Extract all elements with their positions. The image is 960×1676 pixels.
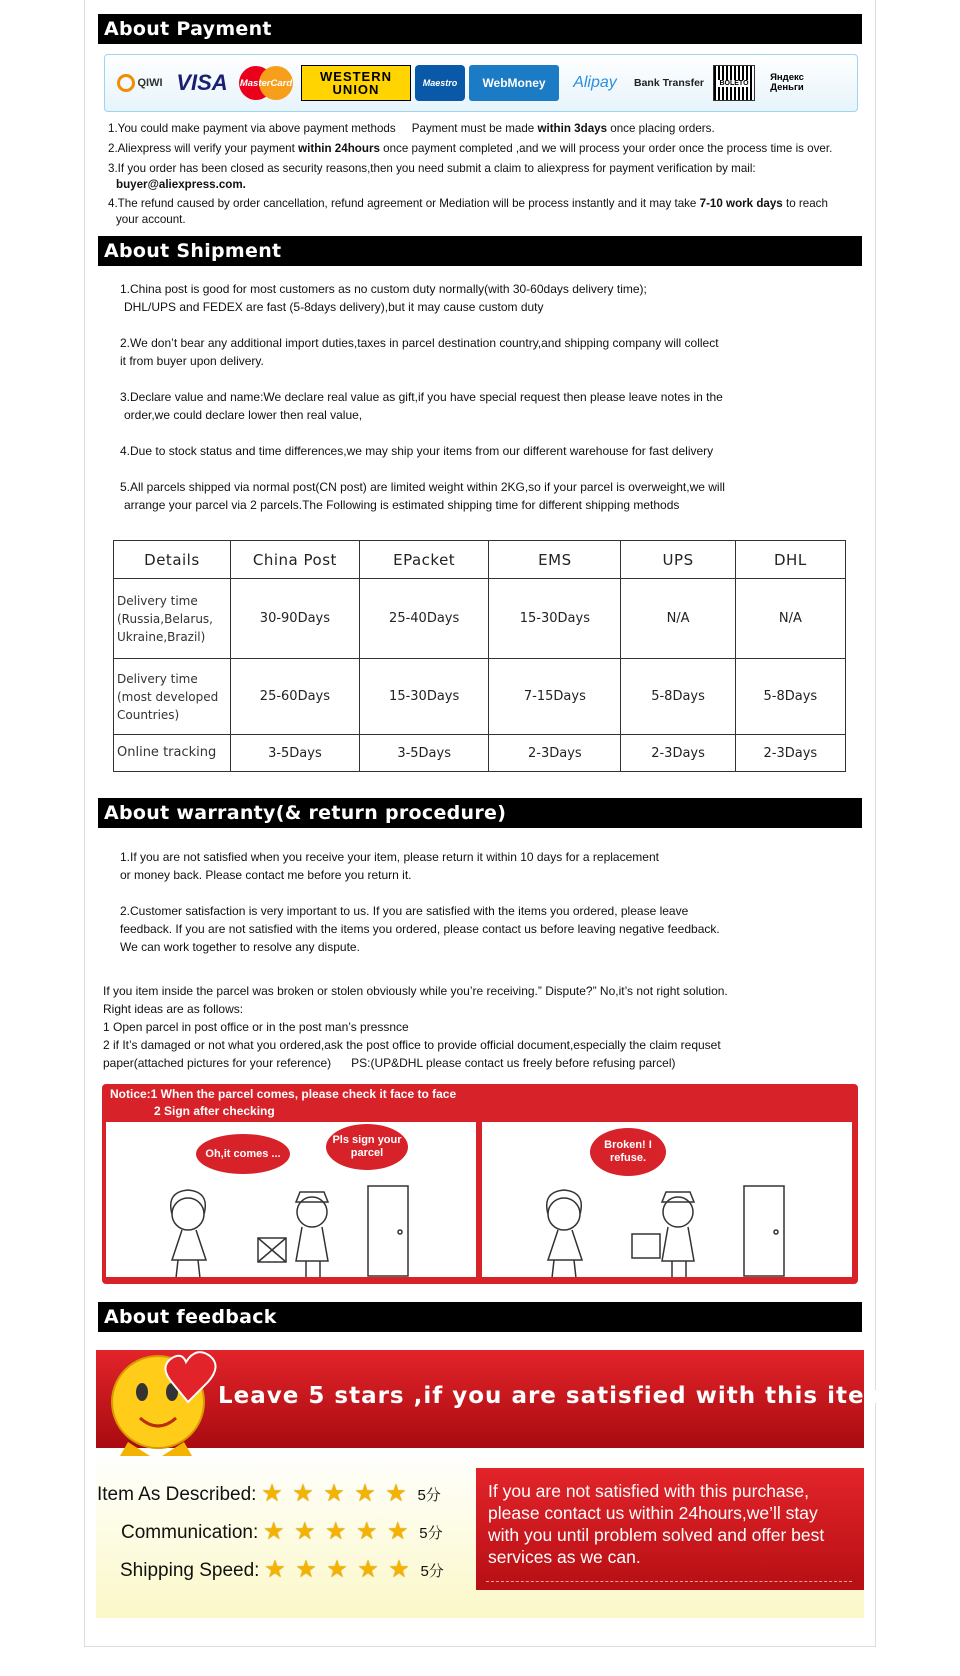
payment-note-4-line2: your account. <box>116 213 186 226</box>
five-star-icon: ★ ★ ★ ★ ★ <box>263 1518 409 1545</box>
table-header-row <box>114 541 846 579</box>
row-label: Delivery time (most developed Countries) <box>114 659 231 735</box>
table-header: Details <box>114 541 231 579</box>
row-label: Delivery time (Russia,Belarus, Ukraine,Brazil) <box>114 579 231 659</box>
row-label: Online tracking <box>114 735 231 772</box>
payment-note-1: 1.You could make payment via above payment methods Payment must be made within 3days once placing orders. <box>108 122 715 135</box>
table-row <box>114 579 846 659</box>
five-star-icon: ★ ★ ★ ★ ★ <box>261 1480 407 1507</box>
webmoney-logo: WebMoney <box>469 65 559 101</box>
table-cell: 7-15Days <box>489 659 621 735</box>
table-cell: 3-5Days <box>230 735 359 772</box>
table-row <box>114 735 846 772</box>
table-cell: N/A <box>735 579 845 659</box>
divider <box>486 1581 852 1582</box>
shipment-note: it from buyer upon delivery. <box>120 354 264 368</box>
rating-label: Communication: <box>121 1521 259 1543</box>
rating-label: Item As Described: <box>97 1483 257 1505</box>
shipment-note: 1.China post is good for most customers as no custom duty normally(with 30-60days delivery time); <box>120 282 647 296</box>
payment-methods-strip <box>104 54 858 112</box>
payment-section-header: About Payment <box>98 14 862 44</box>
payment-note-2: 2.Aliexpress will verify your payment within 24hours once payment completed ,and we will process your order once the process time is over. <box>108 142 833 155</box>
refusal-scene-icon <box>482 1122 852 1277</box>
table-cell: 15-30Days <box>489 579 621 659</box>
table-cell: 3-5Days <box>360 735 489 772</box>
notice-line-1: Notice:1 When the parcel comes, please check it face to face <box>110 1087 457 1101</box>
maestro-logo: Maestro <box>415 65 465 101</box>
table-cell: 25-40Days <box>360 579 489 659</box>
table-cell: 5-8Days <box>735 659 845 735</box>
table-cell: 5-8Days <box>621 659 735 735</box>
dispute-note: 2 if It’s damaged or not what you ordered,ask the post office to provide official document,especially the claim requset <box>103 1038 721 1052</box>
speech-bubble: Pls sign your parcel <box>326 1124 408 1170</box>
table-header: DHL <box>735 541 845 579</box>
payment-email: buyer@aliexpress.com. <box>116 178 246 191</box>
yandex-money-logo: Яндекс Деньги <box>770 72 804 93</box>
qiwi-logo: QIWI <box>111 65 169 101</box>
table-cell: N/A <box>621 579 735 659</box>
rating-communication <box>121 1520 443 1545</box>
western-union-logo: WESTERN UNION <box>301 65 411 101</box>
speech-bubble: Broken! I refuse. <box>590 1128 666 1176</box>
table-cell: 2-3Days <box>489 735 621 772</box>
warranty-note: 1.If you are not satisfied when you receive your item, please return it within 10 days for a replacement <box>120 850 659 864</box>
warranty-note: We can work together to resolve any dispute. <box>120 940 360 954</box>
shipment-note: order,we could declare lower then real value, <box>124 408 363 422</box>
delivery-scene-icon <box>106 1122 476 1277</box>
shipment-note: 5.All parcels shipped via normal post(CN post) are limited weight within 2KG,so if your parcel is overweight,we will <box>120 480 725 494</box>
table-cell: 25-60Days <box>230 659 359 735</box>
shipment-section-header: About Shipment <box>98 236 862 266</box>
alipay-logo: Alipay <box>573 74 617 91</box>
table-row <box>114 659 846 735</box>
bank-transfer-logo: Bank Transfer <box>633 77 705 89</box>
warranty-note: feedback. If you are not satisfied with the items you ordered, please contact us before leaving negative feedback. <box>120 922 720 936</box>
table-header: China Post <box>230 541 359 579</box>
notice-illustration <box>102 1084 858 1284</box>
shipment-note: DHL/UPS and FEDEX are fast (5-8days delivery),but it may cause custom duty <box>124 300 544 314</box>
feedback-banner-text: Leave 5 stars ,if you are satisfied with this items <box>218 1383 905 1409</box>
table-cell: 15-30Days <box>360 659 489 735</box>
rating-score: 5分 <box>417 1487 441 1504</box>
table-header: EPacket <box>360 541 489 579</box>
five-star-icon: ★ ★ ★ ★ ★ <box>264 1556 410 1583</box>
shipment-note: 4.Due to stock status and time differences,we may ship your items from our different warehouse for fast delivery <box>120 444 714 458</box>
rating-label: Shipping Speed: <box>120 1559 260 1581</box>
dispute-note: If you item inside the parcel was broken or stolen obviously while you’re receiving.” Dispute?” No,it’s not right solution. <box>103 984 728 998</box>
rating-item-described <box>97 1482 441 1507</box>
rating-score: 5分 <box>419 1525 443 1542</box>
warranty-note: 2.Customer satisfaction is very important to us. If you are satisfied with the items you ordered, please leave <box>120 904 689 918</box>
visa-logo: VISA <box>176 70 228 95</box>
dispute-note: 1 Open parcel in post office or in the post man’s pressnce <box>103 1020 409 1034</box>
notice-line-2: 2 Sign after checking <box>154 1104 275 1118</box>
table-cell: 30-90Days <box>230 579 359 659</box>
mastercard-logo: MasterCard <box>235 65 297 101</box>
feedback-message-box <box>476 1468 864 1590</box>
illustration-panel-accept <box>106 1122 476 1277</box>
payment-note-3: 3.If you order has been closed as security reasons,then you need submit a claim to aliexpress for payment verification by mail: <box>108 162 756 175</box>
table-header: UPS <box>621 541 735 579</box>
warranty-note: or money back. Please contact me before you return it. <box>120 868 412 882</box>
speech-bubble: Oh,it comes ... <box>196 1134 290 1174</box>
boleto-logo: BOLETO <box>713 65 755 101</box>
illustration-panel-refuse <box>482 1122 852 1277</box>
feedback-section-header: About feedback <box>98 1302 862 1332</box>
shipment-note: 3.Declare value and name:We declare real value as gift,if you have special request then please leave notes in the <box>120 390 723 404</box>
payment-note-4: 4.The refund caused by order cancellation, refund agreement or Mediation will be process instantly and it may take 7-10 work days to reach <box>108 197 828 210</box>
shipment-note: 2.We don’t bear any additional import duties,taxes in parcel destination country,and shipping company will collect <box>120 336 719 350</box>
warranty-section-header: About warranty(& return procedure) <box>98 798 862 828</box>
rating-score: 5分 <box>420 1563 444 1580</box>
table-cell: 2-3Days <box>621 735 735 772</box>
table-cell: 2-3Days <box>735 735 845 772</box>
feedback-message: If you are not satisfied with this purchase, please contact us within 24hours,we’ll stay with you until problem solved and offer best services as we can. <box>488 1481 825 1567</box>
smiley-heart-icon <box>100 1332 230 1460</box>
shipment-note: arrange your parcel via 2 parcels.The Following is estimated shipping time for different shipping methods <box>124 498 680 512</box>
rating-shipping-speed <box>120 1558 444 1583</box>
table-header: EMS <box>489 541 621 579</box>
shipping-time-table <box>113 540 846 772</box>
dispute-note: Right ideas are as follows: <box>103 1002 244 1016</box>
dispute-note: paper(attached pictures for your reference) PS:(UP&DHL please contact us freely before refusing parcel) <box>103 1056 676 1070</box>
